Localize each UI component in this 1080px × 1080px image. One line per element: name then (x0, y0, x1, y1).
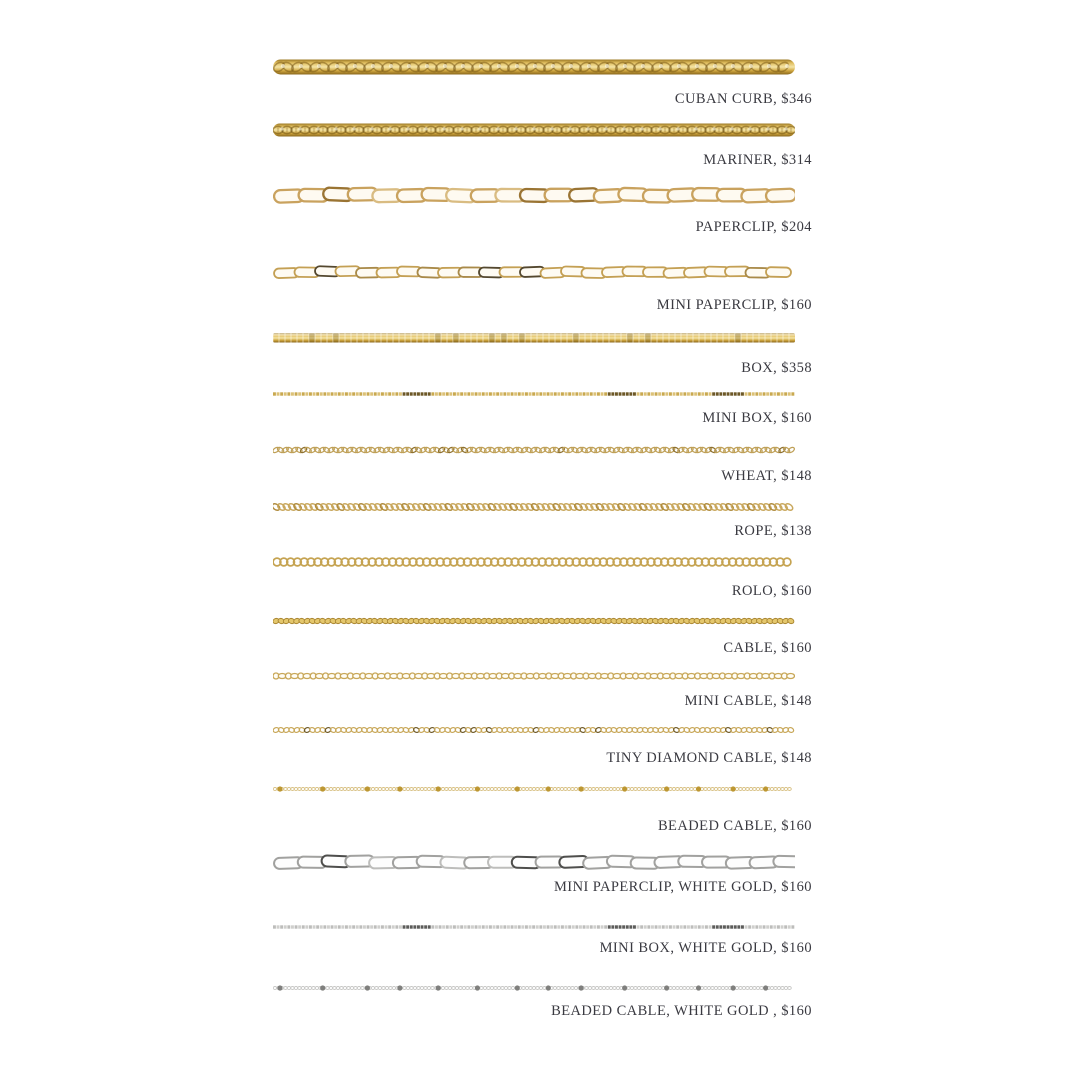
product-label[interactable]: MINI PAPERCLIP, WHITE GOLD, $160 (553, 879, 812, 895)
product-label[interactable]: CUBAN CURB, $346 (674, 91, 812, 107)
chain-image (273, 852, 795, 872)
product-label[interactable]: MINI BOX, $160 (702, 410, 812, 426)
product-label[interactable]: MINI PAPERCLIP, $160 (656, 297, 812, 313)
product-label[interactable]: ROLO, $160 (731, 583, 812, 599)
product-label[interactable]: BOX, $358 (741, 360, 812, 376)
chain-image (273, 917, 795, 937)
product-label[interactable]: MINI BOX, WHITE GOLD, $160 (599, 940, 812, 956)
product-label[interactable]: PAPERCLIP, $204 (695, 219, 812, 235)
chain-image (273, 57, 795, 77)
chain-image (273, 262, 795, 282)
product-label[interactable]: TINY DIAMOND CABLE, $148 (606, 750, 812, 766)
chain-image (273, 120, 795, 140)
product-label[interactable]: BEADED CABLE, $160 (657, 818, 812, 834)
chain-image (273, 440, 795, 460)
chain-image (273, 779, 795, 799)
chain-image (273, 185, 795, 205)
chain-image (273, 666, 795, 686)
product-label[interactable]: MARINER, $314 (703, 152, 812, 168)
product-label[interactable]: ROPE, $138 (734, 523, 812, 539)
chain-image (273, 720, 795, 740)
chain-image (273, 611, 795, 631)
product-label[interactable]: CABLE, $160 (723, 640, 812, 656)
chain-image (273, 328, 795, 348)
chain-image (273, 552, 795, 572)
product-label[interactable]: MINI CABLE, $148 (684, 693, 812, 709)
chain-image (273, 384, 795, 404)
chain-image (273, 497, 795, 517)
product-label[interactable]: BEADED CABLE, WHITE GOLD , $160 (551, 1003, 812, 1019)
product-label[interactable]: WHEAT, $148 (721, 468, 812, 484)
chain-image (273, 978, 795, 998)
